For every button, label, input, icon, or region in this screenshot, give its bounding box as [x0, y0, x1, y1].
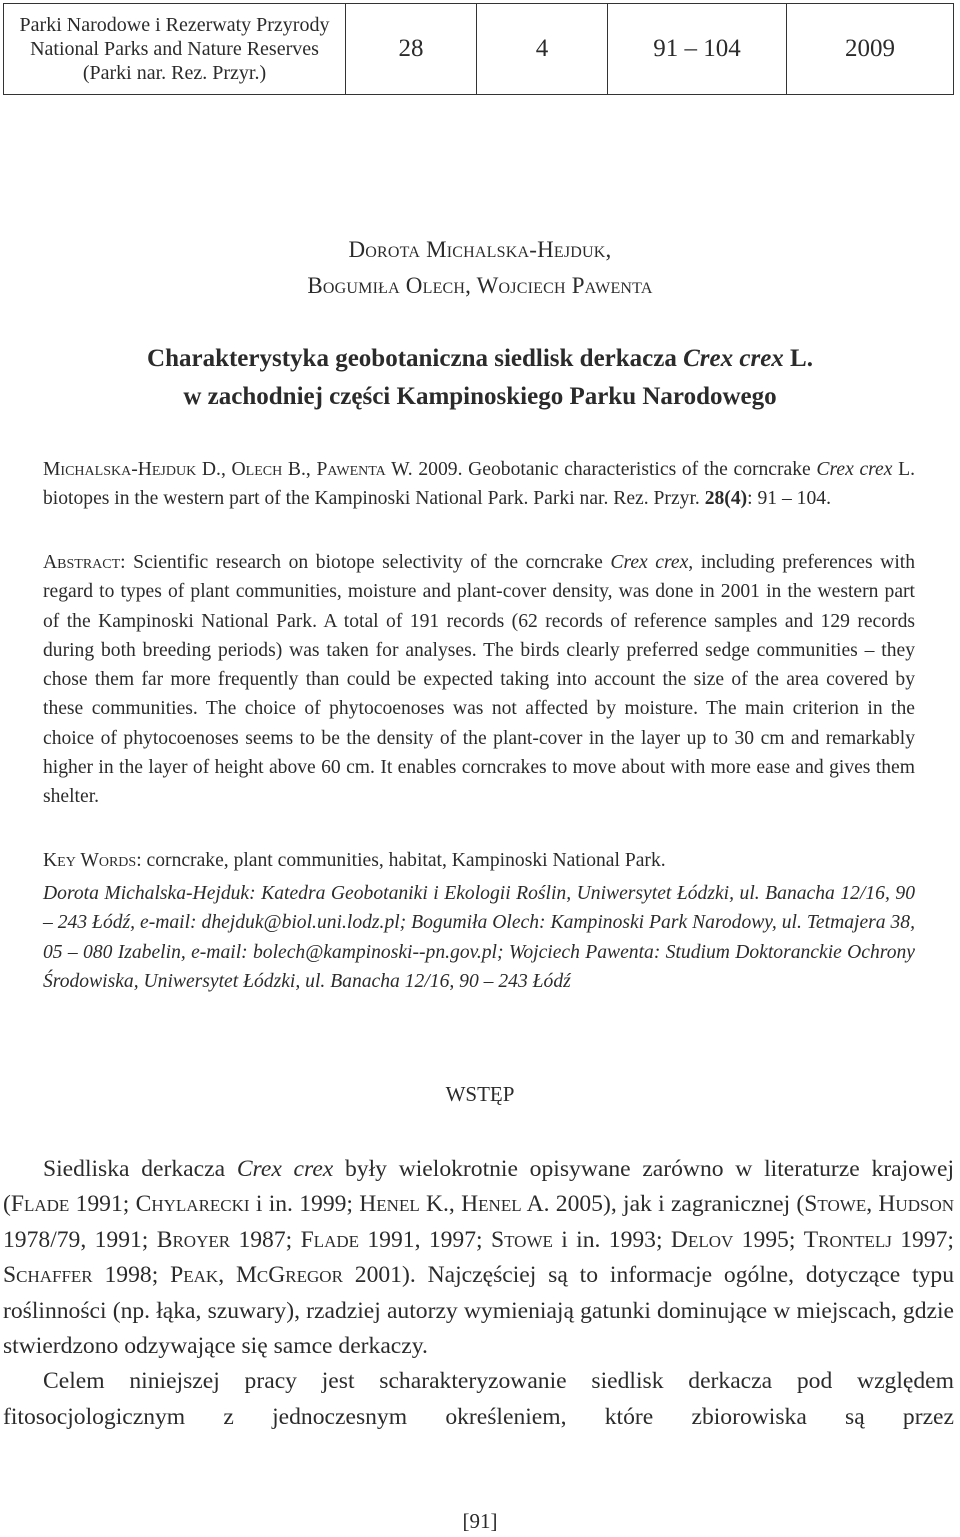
authors-line-1: Dorota Michalska-Hejduk,	[348, 237, 612, 262]
citation: Michalska-Hejduk D., Olech B., Pawenta W. 2009. Geobotanic characteristics of the corncrake Crex crex L. biotopes in the western part of the Kampinoski National Park. Parki nar. Rez. Przyr. 28(4): 91 – 104.	[43, 459, 915, 510]
body-paragraph-2: Celem niniejszej pracy jest scharakteryzowanie siedlisk derkacza pod względem fitosocjologicznym z jednoczesnym określeniem, które zbiorowiska są przez	[3, 1368, 954, 1430]
page-number: [91]	[462, 1509, 498, 1533]
journal-name-polish: Parki Narodowe i Rezerwaty Przyrody	[19, 14, 330, 36]
keywords-block	[43, 846, 915, 875]
journal-name-english: National Parks and Nature Reserves	[30, 38, 319, 60]
journal-name-cell	[4, 4, 346, 95]
title-line-1: Charakterystyka geobotaniczna siedlisk derkacza Crex crex L.	[147, 345, 813, 372]
abstract-label: Abstract	[43, 552, 121, 573]
title-line-2: w zachodniej części Kampinoskiego Parku Narodowego	[183, 383, 777, 410]
abstract-block	[43, 548, 915, 812]
title-species: Crex crex	[683, 345, 784, 372]
affiliation-block	[43, 879, 915, 996]
abstract: Abstract: Scientific research on biotope selectivity of the corncrake Crex crex, including preferences with regard to types of plant communities, moisture and plant-cover density, was done in 2001 in the western part of the Kampinoski National Park. A total of 191 records (62 records of reference samples and 129 records during both breeding periods) was taken for analyses. The birds clearly preferred sedge communities – they chose them far more frequently than could be expected taking into account the size of the area covered by these communities. The choice of phytocoenoses was not affected by moisture. The main criterion in the choice of phytocoenoses seems to be the density of the plant-cover in the layer up to 30 cm and remarkably higher in the layer of height above 60 cm. It enables corncrakes to move about with more ease and gives them shelter.	[43, 552, 915, 808]
authors-line-2: Bogumiła Olech, Wojciech Pawenta	[307, 273, 653, 298]
article-authors	[0, 232, 960, 304]
section-heading: WSTĘP	[445, 1082, 515, 1106]
volume-cell: 28	[346, 4, 477, 95]
keywords: Key Words: corncrake, plant communities, habitat, Kampinoski National Park.	[43, 850, 666, 871]
journal-header-table	[3, 3, 954, 95]
journal-abbreviation: (Parki nar. Rez. Przyr.)	[82, 62, 267, 84]
pages-cell: 91 – 104	[608, 4, 787, 95]
citation-block	[43, 455, 915, 514]
article-title	[0, 340, 960, 416]
author-affiliations: Dorota Michalska-Hejduk: Katedra Geobotaniki i Ekologii Roślin, Uniwersytet Łódzki, ul. Banacha 12/16, 90 – 243 Łódź, e-mail: dhejduk@biol.uni.lodz.pl; Bogumiła Olech: Kampinoski Park Narodowy, ul. Tetmajera 38, 05 – 080 Izabelin, e-mail: bolech@kampinoski--pn.gov.pl; Wojciech Pawenta: Studium Doktoranckie Ochrony Środowiska, Uniwersytet Łódzki, ul. Banacha 12/16, 90 – 243 Łódź	[43, 883, 915, 992]
year-cell: 2009	[787, 4, 954, 95]
introduction-text	[3, 1152, 954, 1435]
issue-cell: 4	[477, 4, 608, 95]
body-paragraph-1: Siedliska derkacza Crex crex były wielokrotnie opisywane zarówno w literaturze krajowej (Flade 1991; Chylarecki i in. 1999; Henel K., Henel A. 2005), jak i zagranicznej (Stowe, Hudson 1978/79, 1991; Broyer 1987; Flade 1991, 1997; Stowe i in. 1993; Delov 1995; Trontelj 1997; Schaffer 1998; Peak, McGregor 2001). Najczęściej są to informacje ogólne, dotyczące typu roślinności (np. łąka, szuwary), rzadziej autorzy wymieniają gatunki dominujące w miejscach, gdzie stwierdzono odzywające się samce derkaczy.	[3, 1156, 955, 1360]
keywords-label: Key Words	[43, 850, 137, 871]
